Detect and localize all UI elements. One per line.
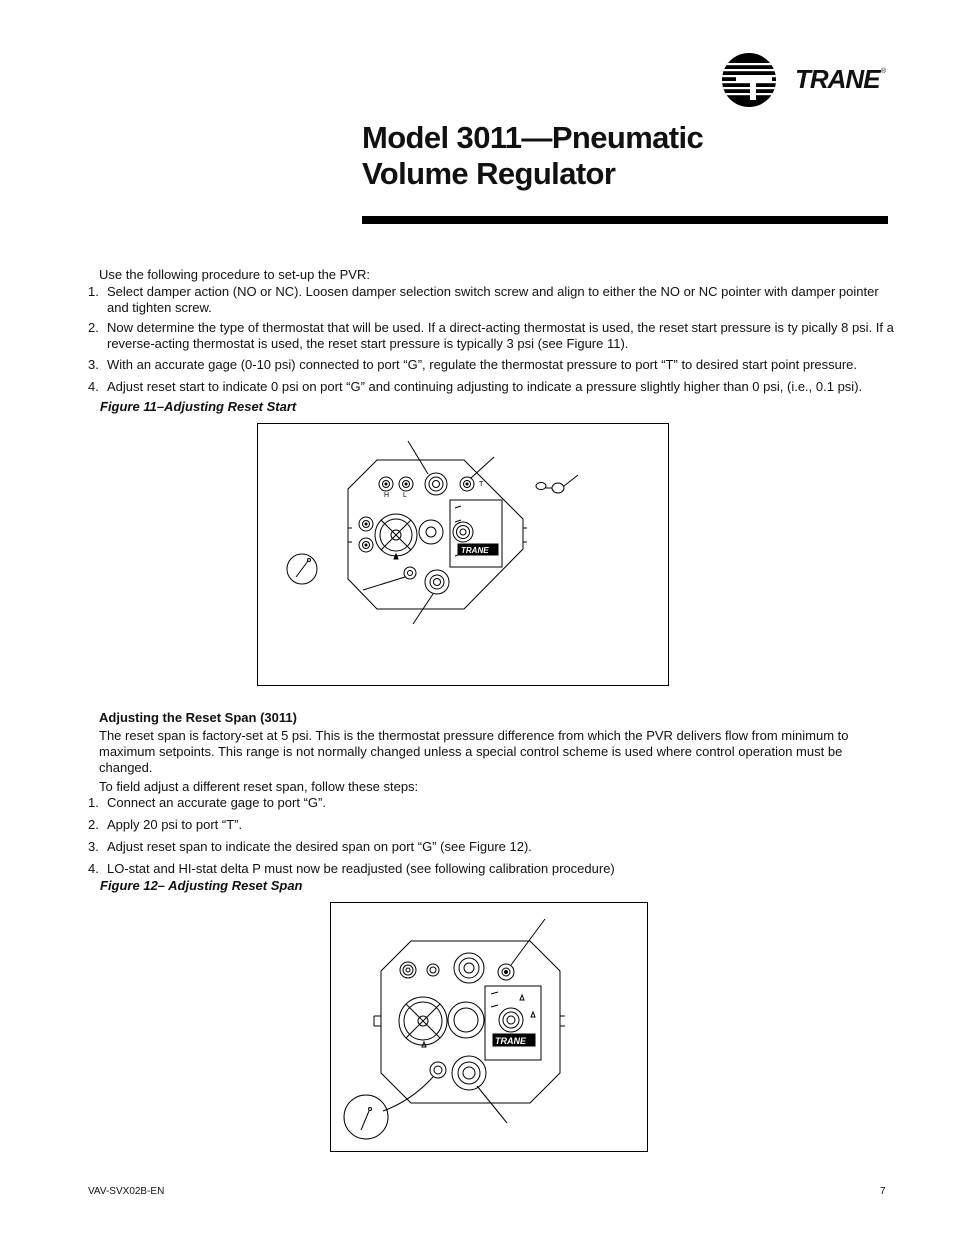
step-item — [88, 379, 898, 395]
label-t: T — [479, 481, 484, 488]
step-text: With an accurate gage (0-10 psi) connected to port “G”, regulate the thermostat pressure to port “T” to desired start point pressure. — [107, 357, 858, 372]
step-number: 1. — [88, 284, 99, 299]
leader-line — [408, 441, 428, 474]
port-g — [452, 1056, 486, 1090]
label-l: L — [403, 492, 407, 499]
step-item — [88, 817, 898, 833]
step-number: 3. — [88, 357, 99, 372]
title-line-2: Volume Regulator — [362, 156, 616, 191]
port-g — [425, 570, 449, 594]
fitting-mid-large — [448, 1002, 484, 1038]
step-item — [88, 861, 898, 877]
step-number: 2. — [88, 817, 99, 832]
gage-connector — [552, 483, 564, 493]
step-text: Connect an accurate gage to port “G”. — [107, 795, 326, 810]
fitting-top-small — [427, 964, 439, 976]
step-text: LO-stat and HI-stat delta P must now be readjusted (see following calibration procedure) — [107, 861, 615, 876]
registered-mark: ® — [881, 68, 887, 75]
figure-12-caption: Figure 12– Adjusting Reset Span — [100, 878, 303, 893]
leader-line — [477, 1086, 507, 1123]
step-item — [88, 795, 898, 811]
nameplate — [450, 500, 502, 567]
figure-11-caption: Figure 11–Adjusting Reset Start — [100, 399, 297, 414]
leader-line — [511, 919, 545, 965]
brand-wordmark: TRANE — [795, 64, 880, 94]
section-heading: Adjusting the Reset Span (3011) — [99, 710, 297, 725]
badge-brand-text: TRANE — [461, 546, 489, 555]
page-title — [362, 120, 703, 192]
reset-start-dial — [419, 520, 443, 544]
step-number: 1. — [88, 795, 99, 810]
step-number: 4. — [88, 861, 99, 876]
fitting-bottom-small — [404, 567, 416, 579]
step-text: Apply 20 psi to port “T”. — [107, 817, 243, 832]
label-h: H — [384, 492, 390, 499]
step-item — [88, 284, 898, 316]
figure-11 — [257, 423, 669, 686]
leader-line — [471, 457, 494, 478]
title-line-1: Model 3011—Pneumatic — [362, 120, 704, 155]
step-item — [88, 320, 898, 352]
intro-text: Use the following procedure to set-up the PVR: — [99, 267, 370, 282]
section-paragraph: The reset span is factory-set at 5 psi. This is the thermostat pressure difference from which the PVR delivers flow from minimum to maximum setpoints. This range is not normally changed unless a special control scheme is used where control operation must be changed. — [99, 728, 849, 775]
badge-brand-text: TRANE — [495, 1036, 526, 1046]
steps2-intro: To field adjust a different reset span, follow these steps: — [99, 779, 419, 794]
figure-11-drawing — [258, 424, 668, 685]
footer-page-number: 7 — [880, 1186, 886, 1197]
figure-12 — [330, 902, 648, 1152]
step-text: Now determine the type of thermostat that will be used. If a direct-acting thermostat is used, the reset start pressure is ty pically 8 psi. If a reverse-acting thermostat is used, the reset start pressure is typically 3 psi (see Figure 11). — [107, 320, 894, 351]
fitting-top-large — [425, 473, 447, 495]
leader-line — [363, 577, 405, 590]
step-number: 3. — [88, 839, 99, 854]
title-rule — [362, 216, 888, 224]
step-item — [88, 357, 898, 373]
fitting-bottom-small — [430, 1062, 446, 1078]
step-text: Adjust reset span to indicate the desired span on port “G” (see Figure 12). — [107, 839, 532, 854]
figure-12-drawing — [331, 903, 647, 1151]
step-text: Adjust reset start to indicate 0 psi on port “G” and continuing adjusting to indicate a pressure slightly higher than 0 psi, (i.e., 0.1 psi). — [107, 379, 863, 394]
step-number: 4. — [88, 379, 99, 394]
fitting-top-left — [400, 962, 416, 978]
step-text: Select damper action (NO or NC). Loosen damper selection switch screw and align to either the NO or NC pointer with damper pointer and tighten screw. — [107, 284, 879, 315]
footer-doc-id: VAV-SVX02B-EN — [88, 1186, 165, 1197]
step-item — [88, 839, 898, 855]
gage-fitting — [536, 483, 546, 490]
step-number: 2. — [88, 320, 99, 335]
